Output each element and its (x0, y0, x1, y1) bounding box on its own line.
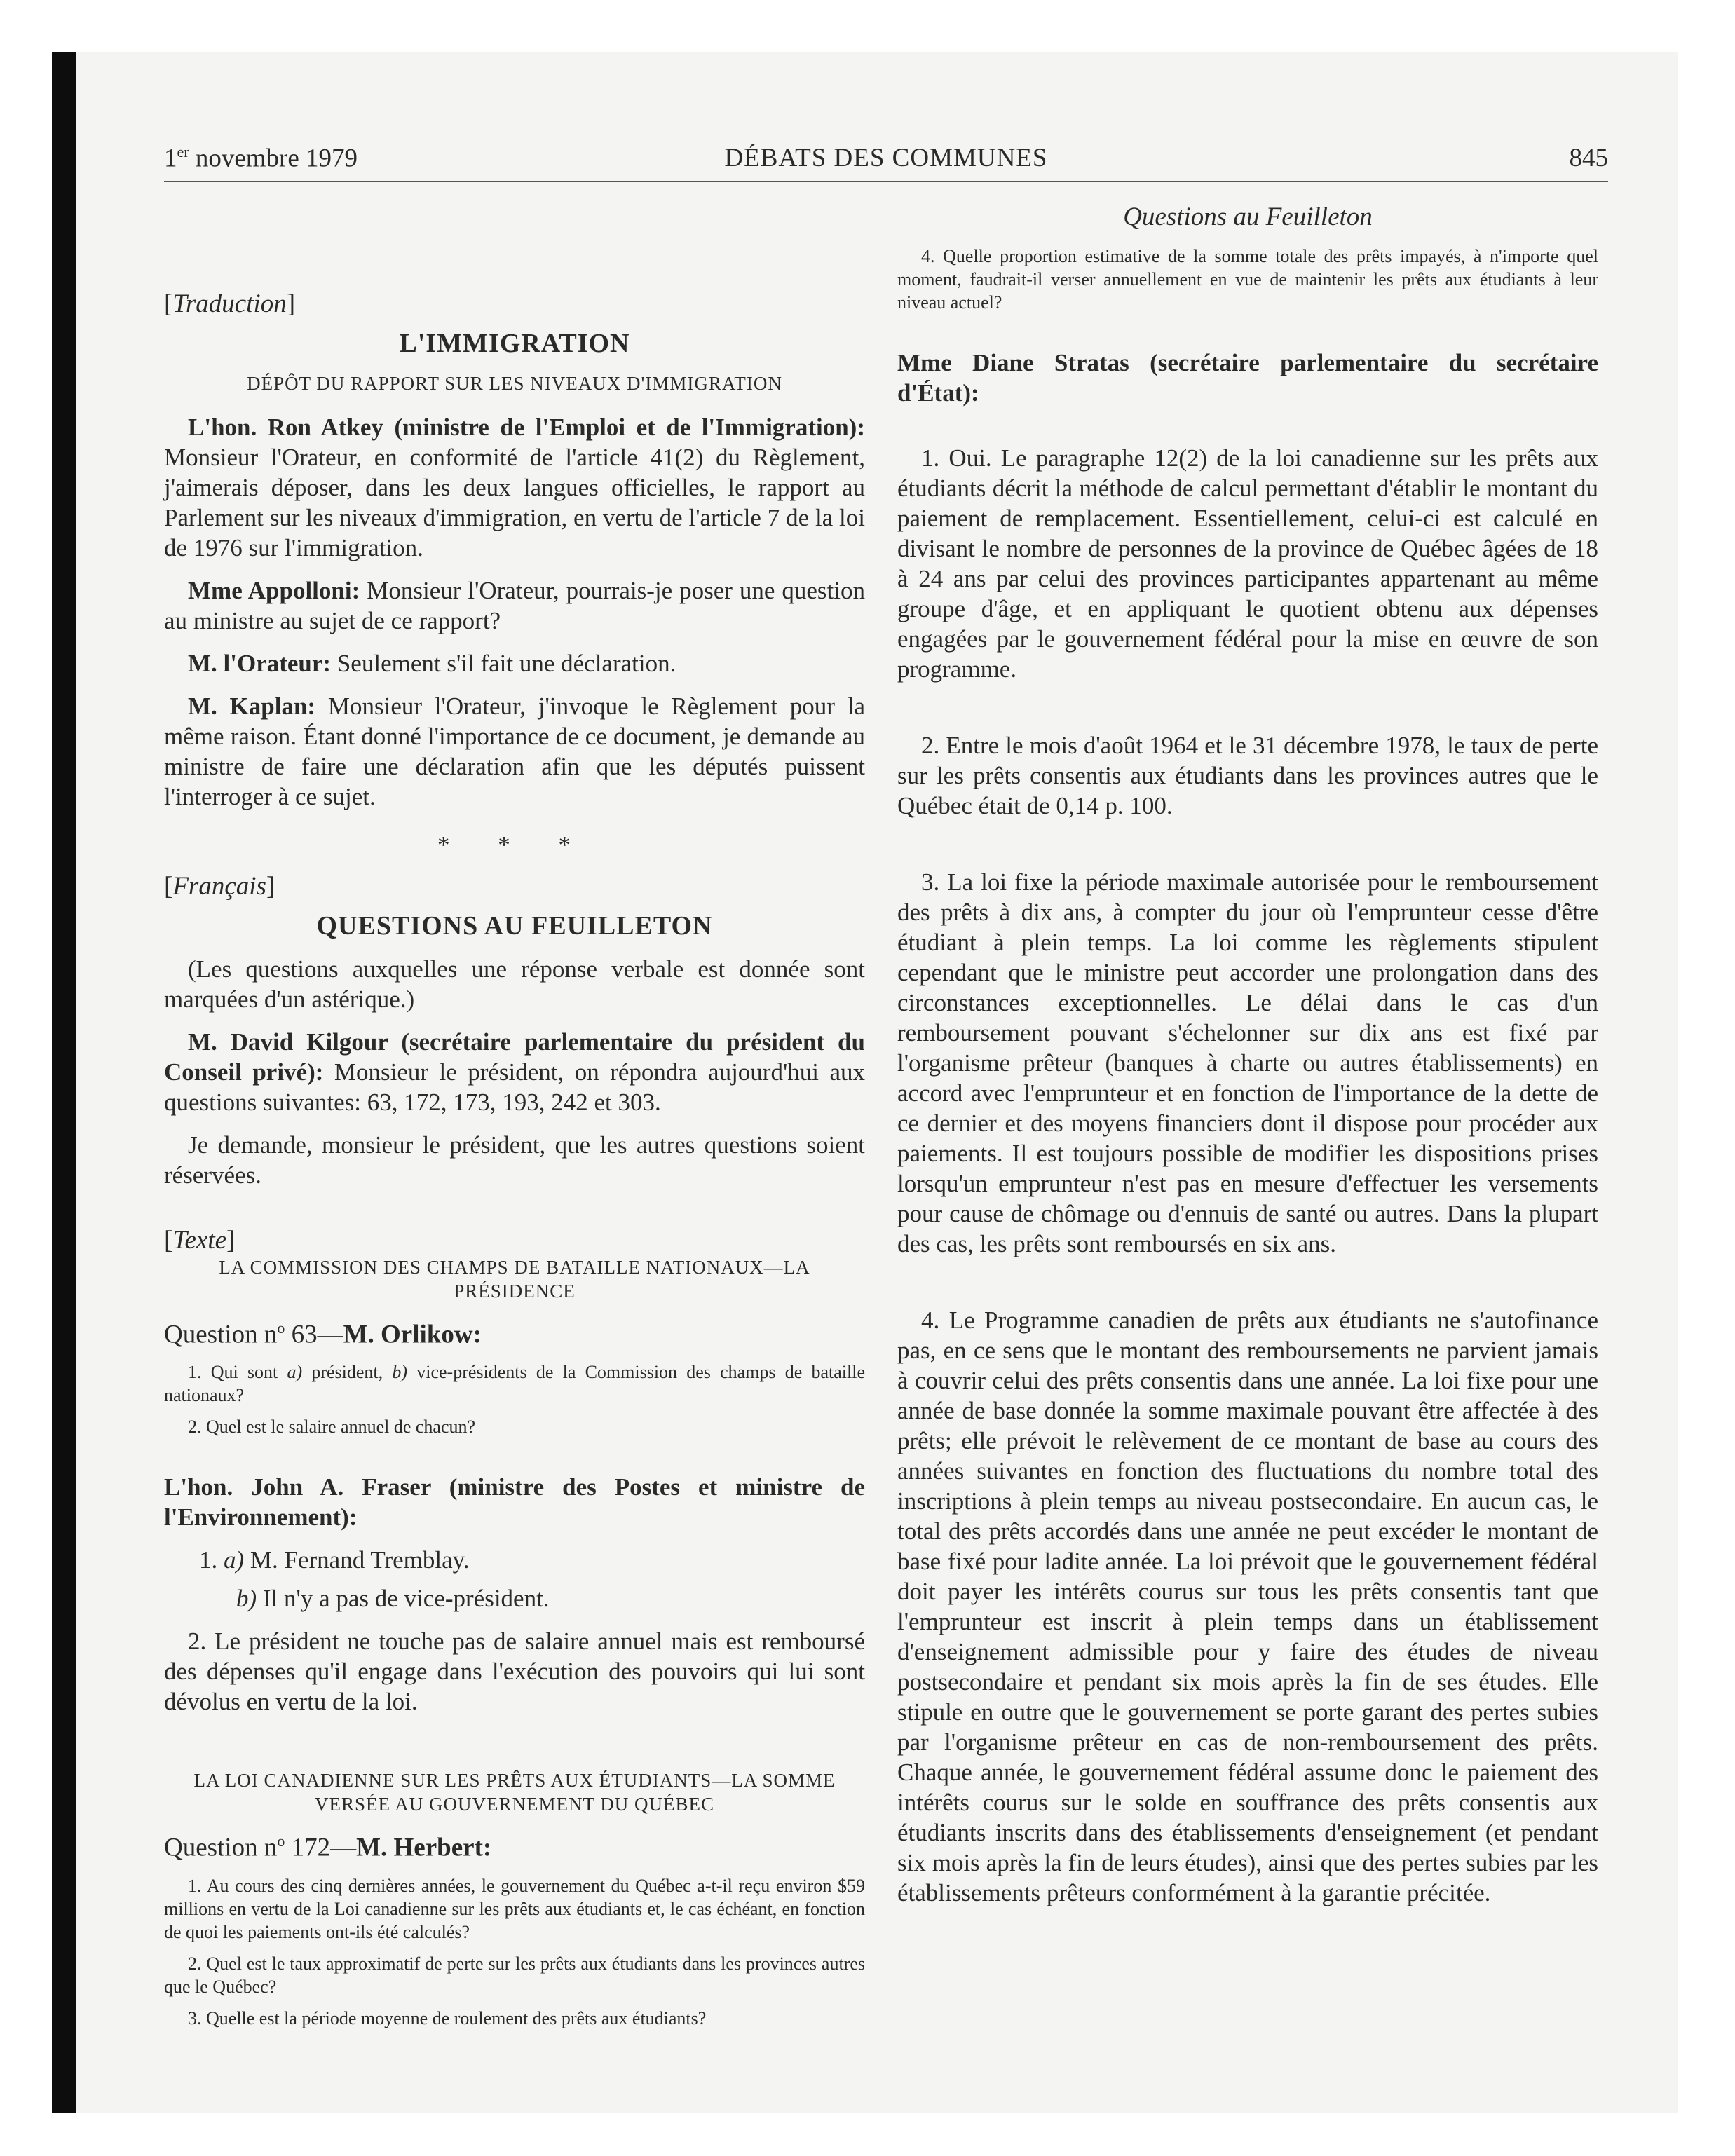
paragraph-fraser: L'hon. John A. Fraser (ministre des Postes et ministre de l'Environnement): (164, 1473, 865, 1531)
header-title: DÉBATS DES COMMUNES (724, 144, 1048, 172)
section-separator: * * * (437, 831, 592, 859)
section-title-immigration: L'IMMIGRATION (399, 329, 630, 358)
response-3: 3. La loi fixe la période maximale autorisée pour le remboursement des prêts à dix ans, à compter du jour où l'emprunteur cesse d'être étudiant à plein temps. La loi comme les règlements stipulent cependant que le ministre peut accorder une prolongation dans des circonstances exceptionnelles. Le délai dans le cas d'un remboursement pouvant s'échelonner sur dix ans est fixé par l'organisme prêteur (banques à charte ou autres établissements) en accord avec l'emprunteur et en fonction de l'importance de la dette de ce dernier et des moyens financiers dont il dispose pour procéder aux paiements. Il est toujours possible de modifier les dispositions prises lorsqu'un emprunteur n'est pas en mesure d'effectuer les versements pour cause de chômage ou d'ennuis de santé ou autres. Dans la plupart des cas, les prêts sont remboursés en six ans. (897, 868, 1598, 1257)
section-title-questions: QUESTIONS AU FEUILLETON (316, 911, 713, 941)
right-column (897, 205, 1598, 1929)
page-number: 845 (1569, 144, 1608, 172)
date-rest: novembre 1979 (189, 144, 358, 173)
spacer (897, 322, 1598, 348)
paragraph-questions-note: (Les questions auxquelles une réponse verbale est donnée sont marquées d'un astérique.) (164, 955, 865, 1013)
question-63-item-2: 2. Quel est le salaire annuel de chacun? (188, 1417, 476, 1438)
question-172-item-2: 2. Quel est le taux approximatif de perte sur les prêts aux étudiants dans les provinces autres que le Québec? (164, 1953, 865, 1997)
question-63-heading: Question $n^o$ 63—M. Orlikow: (164, 1319, 482, 1349)
spacer (164, 1447, 865, 1472)
spacer (897, 842, 1598, 867)
spacer (897, 1280, 1598, 1305)
answer-2: 2. Le président ne touche pas de salaire annuel mais est remboursé des dépenses qu'il engage dans l'exécution des pouvoirs qui lui sont dévolus en vertu de la loi. (164, 1628, 865, 1716)
question-63-item-1: 1. Qui sont a) président, b) vice-présidents de la Commission des champs de bataille nationaux? (164, 1362, 866, 1406)
response-4: 4. Le Programme canadien de prêts aux étudiants ne s'autofinance pas, en ce sens que le montant des remboursements ne parvient jamais à couvrir celui des prêts consentis dans une année. La loi fixe pour une année de base donnée la somme maximale pouvant être affectée à des prêts; elle prévoit le relèvement de ce montant de base au cours des années suivantes en fonction des fluctuations du nombre total des inscriptions à plein temps au niveau postsecondaire. En aucun cas, le total des prêts accordés dans une année ne peut excéder le montant de base fixé pour ladite année. La loi prévoit que le gouvernement fédéral doit payer les intérêts courus sur tous les prêts consentis tant que l'emprunteur est inscrit à plein temps dans un établissement d'enseignement admissible pour y faire des études de niveau postsecondaire et pendant six mois après la fin de ses études. Elle stipule en outre que le gouvernement se porte garant des pertes subies par l'organisme prêteur en cas de non-remboursement des prêts. Chaque année, le gouvernement fédéral assume donc le paiement des intérêts courus sur le solde en souffrance des prêts consentis aux étudiants inscrits dans des établissements d'enseignement (et pendant six mois après la fin de leurs études), ainsi que des pertes subies par les établissements prêteurs conformément à la garantie précitée. (897, 1306, 1598, 1906)
subsection-title-commission: LA COMMISSION DES CHAMPS DE BATAILLE NATIONAUX—LA PRÉSIDENCE (219, 1257, 810, 1302)
paragraph-appolloni: Mme Appolloni: Monsieur l'Orateur, pourrais-je poser une question au ministre au sujet de ce rapport? (164, 577, 866, 634)
response-1: 1. Oui. Le paragraphe 12(2) de la loi canadienne sur les prêts aux étudiants décrit la méthode de calcul permettant d'établir le montant du paiement de remplacement. Essentiellement, celui-ci est calculé en divisant le nombre de personnes de la province de Québec âgées de 18 à 24 ans par celui des provinces participantes appartenant au même groupe d'âge, et en appliquant le quotient obtenu aux dépenses engagées par le gouvernement fédéral pour la mise en œuvre de son programme. (897, 444, 1598, 683)
response-2: 2. Entre le mois d'août 1964 et le 31 décembre 1978, le taux de perte sur les prêts consentis aux étudiants dans les provinces autres que le Québec était de 0,14 p. 100. (897, 732, 1598, 819)
answer-1b: b) Il n'y a pas de vice-président. (236, 1585, 550, 1613)
answer-1a: 1. a) M. Fernand Tremblay. (199, 1546, 470, 1574)
date-day: 1 (164, 144, 177, 173)
binding-edge (52, 52, 76, 2113)
subsection-title-prets: LA LOI CANADIENNE SUR LES PRÊTS AUX ÉTUDIANTS—LA SOMME VERSÉE AU GOUVERNEMENT DU QUÉBEC (193, 1770, 836, 1815)
paragraph-stratas: Mme Diane Stratas (secrétaire parlementaire du secrétaire d'État): (897, 349, 1598, 407)
spacer (164, 1729, 865, 1768)
date-suffix: er (177, 143, 189, 161)
question-172-item-1: 1. Au cours des cinq dernières années, le gouvernement du Québec a-t-il reçu environ $59 millions en vertu de la Loi canadienne sur les prêts aux étudiants et, le cas échéant, en fonction de quoi les paiements ont-ils été calculés? (164, 1875, 865, 1942)
spacer (897, 705, 1598, 730)
texte-tag: [Texte] (164, 1226, 236, 1255)
page-header (164, 143, 1608, 182)
paragraph-reserved: Je demande, monsieur le président, que les autres questions soient réservées. (164, 1131, 865, 1189)
question-172-item-3: 3. Quelle est la période moyenne de roulement des prêts aux étudiants? (188, 2007, 707, 2028)
paragraph-kilgour: M. David Kilgour (secrétaire parlementaire du président du Conseil privé): Monsieur le président, on répondra aujourd'hui aux questions suivantes: 63, 172, 173, 193, 242 et 303. (164, 1028, 865, 1116)
question-172-heading: Question $n^o$ 172—M. Herbert: (164, 1832, 492, 1862)
question-172-item-4: 4. Quelle proportion estimative de la somme totale des prêts impayés, à n'importe quel moment, faudrait-il verser annuellement en vue de maintenir les prêts aux étudiants à leur niveau actuel? (897, 246, 1598, 313)
traduction-tag: [Traduction] (164, 289, 296, 318)
left-column (164, 205, 865, 2038)
paragraph-orateur: M. l'Orateur: Seulement s'il fait une déclaration. (188, 650, 676, 677)
subsection-title-depot: DÉPÔT DU RAPPORT SUR LES NIVEAUX D'IMMIGRATION (247, 373, 782, 394)
running-title: Questions au Feuilleton (1123, 203, 1373, 231)
scanned-page (52, 52, 1678, 2113)
francais-tag: [Français] (164, 872, 275, 901)
paragraph-kaplan: M. Kaplan: Monsieur l'Orateur, j'invoque le Règlement pour la même raison. Étant donné l'importance de ce document, je demande au ministre de faire une déclaration afin que les députés puissent l'interroger à ce sujet. (164, 692, 865, 810)
paragraph-atkey: L'hon. Ron Atkey (ministre de l'Emploi et de l'Immigration): Monsieur l'Orateur, en conformité de l'article 41(2) du Règlement, j'aimerais déposer, dans les deux langues officielles, le rapport au Parlement sur les niveaux d'immigration, en vertu de l'article 7 de la loi de 1976 sur l'immigration. (164, 414, 865, 561)
